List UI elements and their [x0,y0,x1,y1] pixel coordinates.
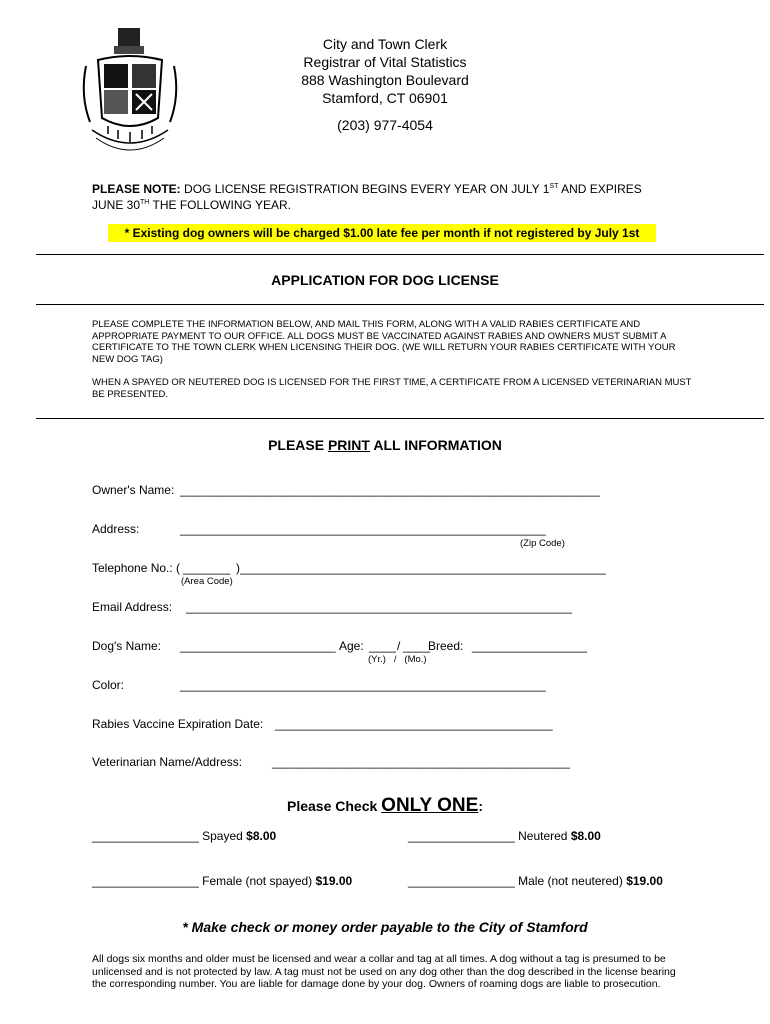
address-label: Address: [92,522,140,536]
option-female[interactable] [92,874,352,888]
breed-field[interactable]: _________________ [472,639,588,653]
option-male[interactable] [408,874,663,888]
dog-name-field[interactable]: _______________________ [180,639,336,653]
divider-instructions [36,418,764,419]
telephone-field[interactable]: )______________________________________________________ [236,561,606,575]
divider-top [36,254,764,255]
option-spayed-price: $8.00 [246,829,277,843]
veterinarian-field[interactable]: ____________________________________________ [272,755,571,769]
breed-label: Breed: [428,639,464,653]
office-name: City and Town Clerk [322,36,448,52]
email-field[interactable]: _________________________________________________________ [186,600,573,614]
print-heading [0,437,770,453]
notice-sup-b: TH [140,199,150,206]
veterinarian-label: Veterinarian Name/Address: [92,755,243,769]
registration-notice [92,181,692,213]
form-title: APPLICATION FOR DOG LICENSE [271,272,499,288]
area-code-field[interactable]: _______ [183,561,231,575]
option-male-price: $19.00 [626,874,663,888]
check-heading-post: : [478,798,483,814]
instructions-paragraph-2: WHEN A SPAYED OR NEUTERED DOG IS LICENSED FOR THE FIRST TIME, A CERTIFICATE FROM A LICENSED VETERINARIAN MUST BE PRESENTED. [92,377,692,400]
notice-text-a: DOG LICENSE REGISTRATION BEGINS EVERY YEAR ON JULY 1 [180,182,550,196]
notice-sup-a: ST [549,183,559,190]
zip-code-hint: (Zip Code) [520,538,565,549]
option-neutered[interactable] [408,829,601,843]
age-hint: (Yr.) / (Mo.) [368,654,427,665]
color-field[interactable]: ______________________________________________________ [180,678,546,692]
option-female-label: Female (not spayed) [198,874,316,888]
dog-name-label: Dog's Name: [92,639,161,653]
color-label: Color: [92,678,125,692]
age-years-field[interactable]: ____ [369,639,397,653]
check-heading [0,795,770,817]
office-phone: (203) 977-4054 [337,117,433,133]
city-state-zip: Stamford, CT 06901 [322,90,448,106]
option-neutered-label: Neutered [514,829,571,843]
option-female-price: $19.00 [315,874,353,888]
registrar-name: Registrar of Vital Statistics [303,54,467,70]
option-spayed[interactable] [92,829,276,843]
rabies-expiration-label: Rabies Vaccine Expiration Date: [92,717,264,731]
notice-text-c: JUNE 30 [92,198,141,212]
owner-name-field[interactable]: ______________________________________________________________ [180,483,600,497]
divider-title [36,304,764,305]
age-separator: / [397,639,401,653]
city-seal-icon [78,26,182,156]
notice-label: PLEASE NOTE: [92,182,181,196]
legal-footer: All dogs six months and older must be licensed and wear a collar and tag at all times. A dog without a tag is presumed to be unlicensed and is not protected by law. A tag must not be used on any dog other than the dog described in the license bearing the corresponding number. You are liable for damage done by your dog. Owners of roaming dogs are liable to prosecution. [92,953,676,990]
owner-name-label: Owner's Name: [92,483,175,497]
rabies-expiration-field[interactable]: _________________________________________ [275,717,553,731]
instructions-paragraph-1: PLEASE COMPLETE THE INFORMATION BELOW, AND MAIL THIS FORM, ALONG WITH A VALID RABIES CERTIFICATE AND APPROPRIATE PAYMENT TO OUR OFFICE. ALL DOGS MUST BE VACCINATED AGAINST RABIES AND OWNERS MUST SUBMIT A CERTIFICATE TO THE TOWN CLERK WHEN LICENSING THEIR DOG. (WE WILL RETURN YOUR RABIES CERTIFICATE WITH YOUR NEW DOG TAG) [92,319,676,365]
option-spayed-label: Spayed [198,829,247,843]
address-field[interactable]: ______________________________________________________ [180,522,546,536]
notice-text-b: AND EXPIRES [558,182,642,196]
option-neutered-blank[interactable]: ________________ [408,829,515,843]
telephone-label: Telephone No.: ( [92,561,181,575]
option-female-blank[interactable]: ________________ [92,874,199,888]
check-heading-pre: Please Check [287,798,382,814]
area-code-hint: (Area Code) [181,576,233,587]
option-spayed-blank[interactable]: ________________ [92,829,199,843]
print-heading-emph: PRINT [327,437,370,453]
option-male-blank[interactable]: ________________ [408,874,515,888]
late-fee-notice: * Existing dog owners will be charged $1.00 late fee per month if not registered by July 1st [124,226,640,240]
print-heading-pre: PLEASE [268,437,328,453]
option-neutered-price: $8.00 [570,829,601,843]
option-male-label: Male (not neutered) [514,874,627,888]
print-heading-post: ALL INFORMATION [369,437,502,453]
notice-text-d: THE FOLLOWING YEAR. [149,198,291,212]
check-heading-emph: ONLY ONE [381,795,479,816]
payable-note: * Make check or money order payable to the City of Stamford [182,919,588,935]
age-label: Age: [339,639,364,653]
age-months-field[interactable]: ____ [403,639,431,653]
street-address: 888 Washington Boulevard [301,72,469,88]
email-label: Email Address: [92,600,173,614]
